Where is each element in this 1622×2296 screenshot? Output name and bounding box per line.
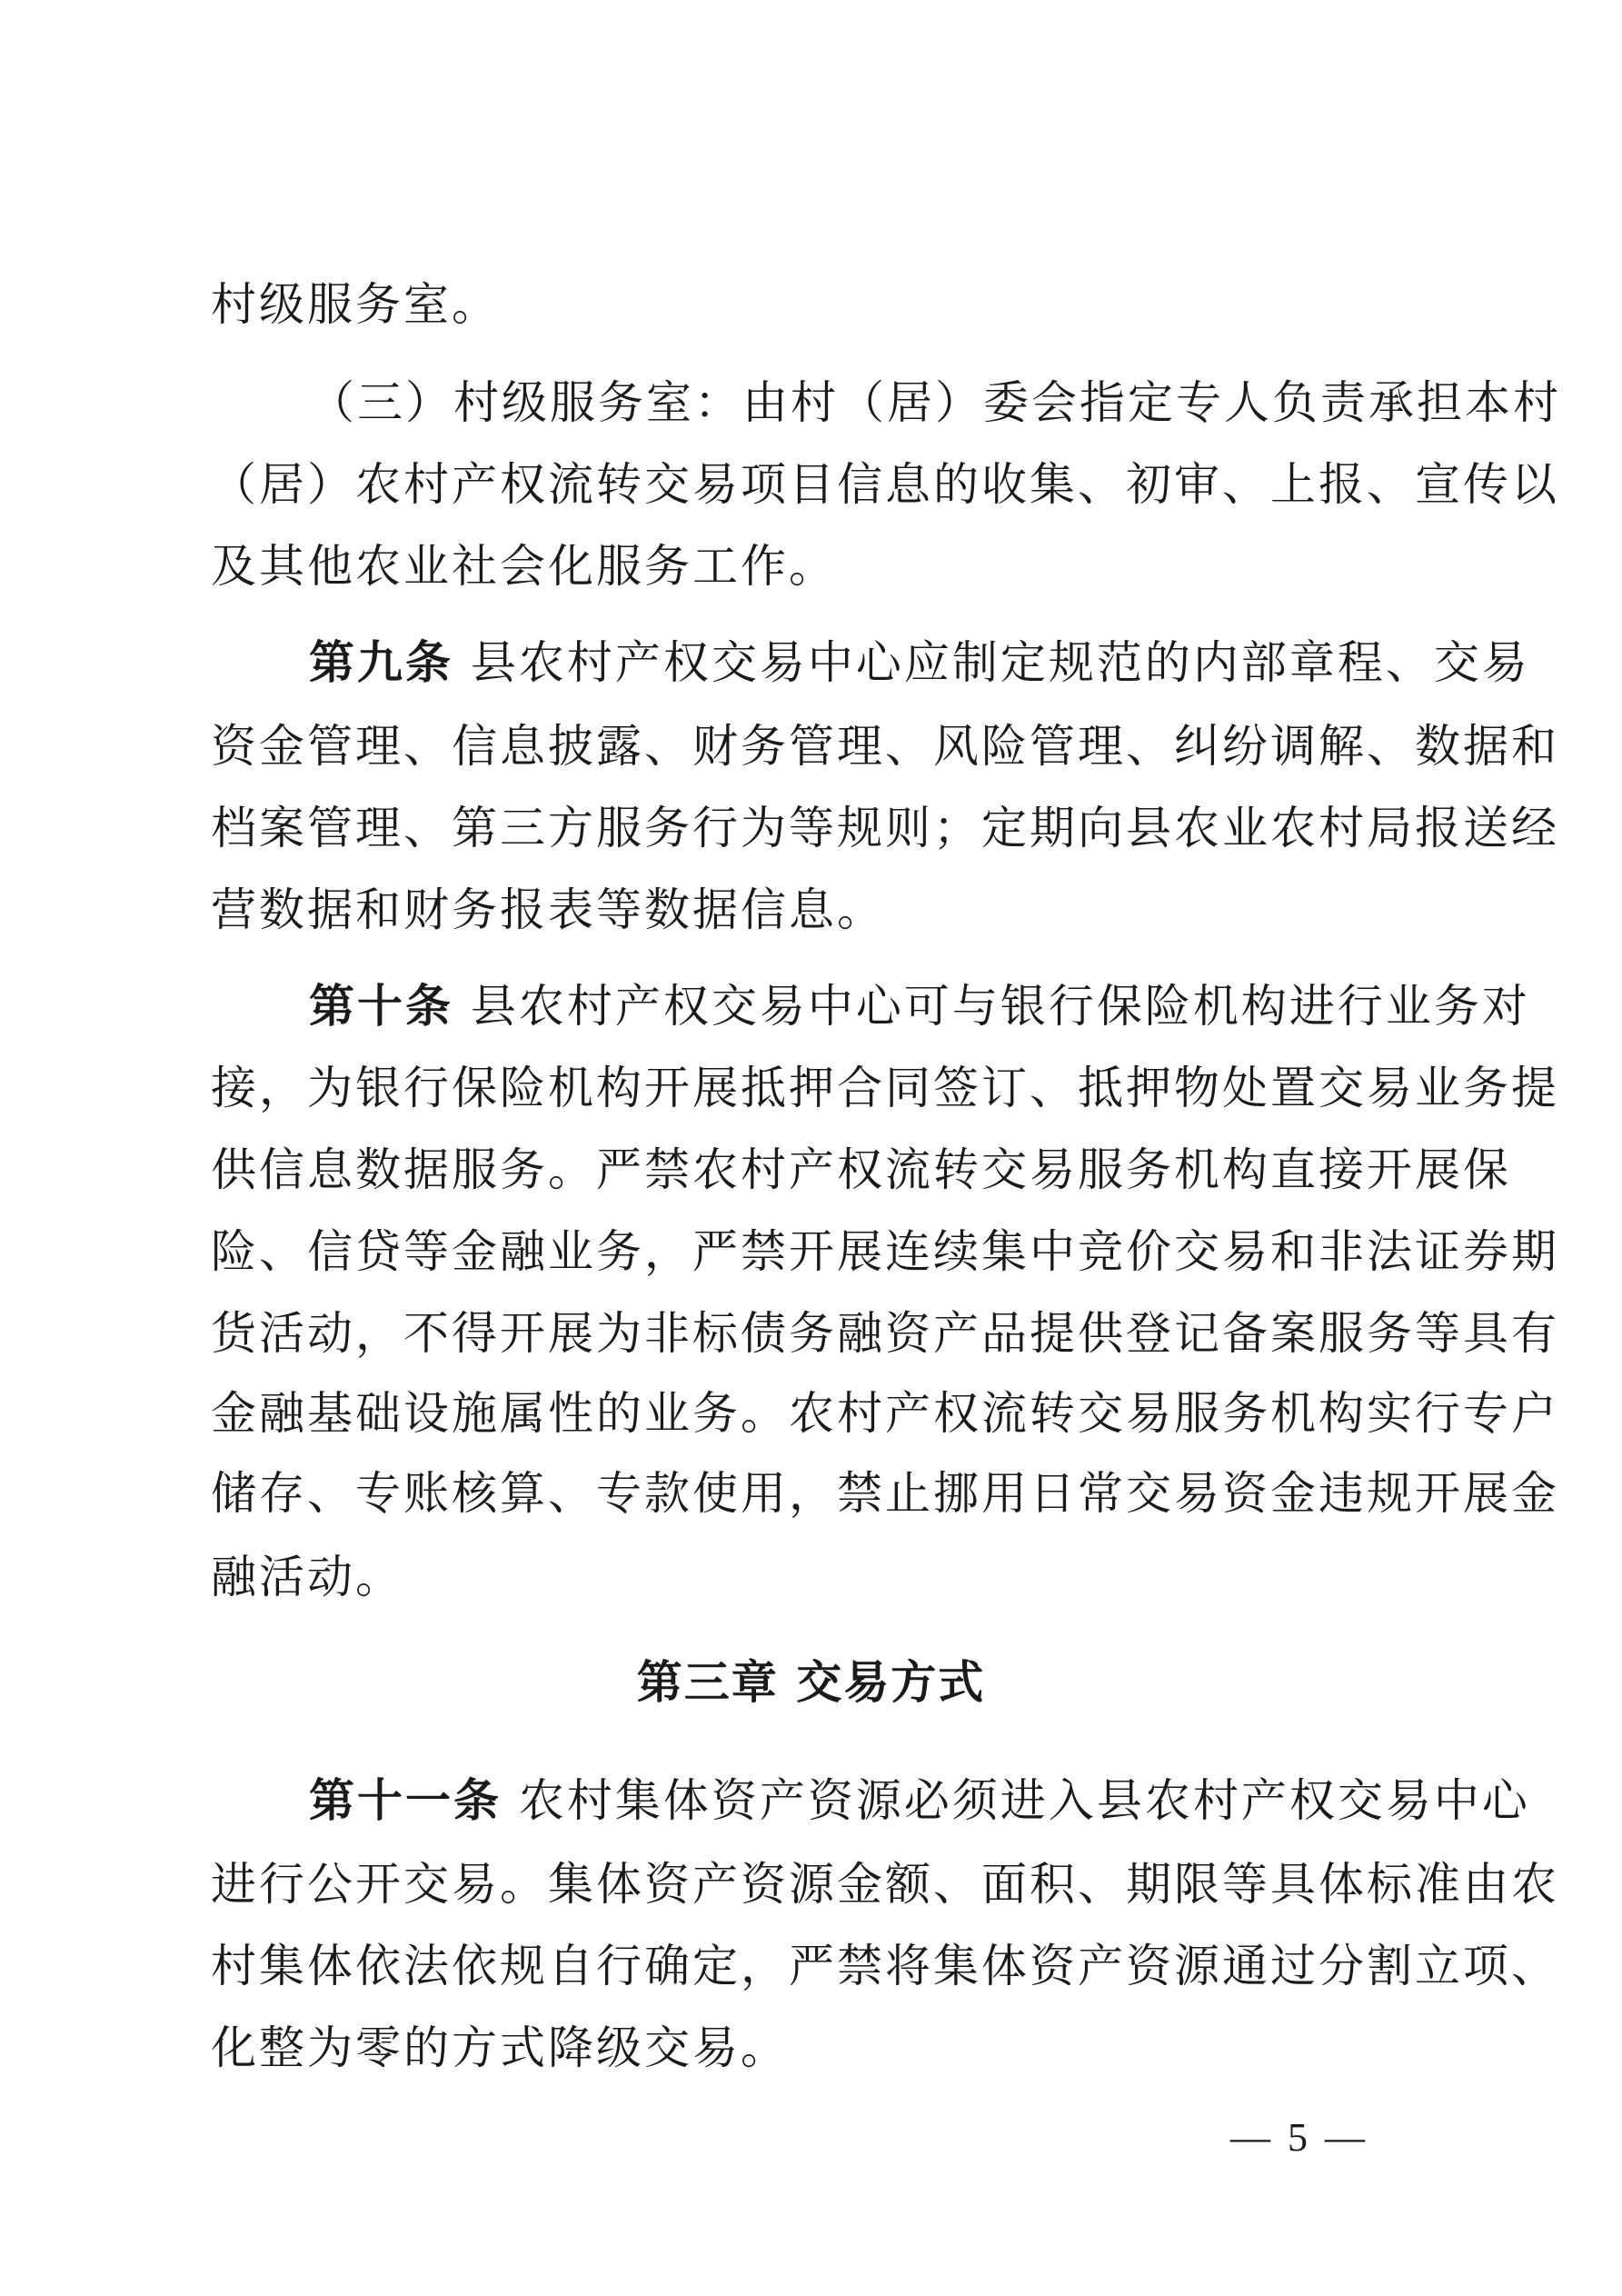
article10-line-6: 金融基础设施属性的业务。农村产权流转交易服务机构实行专户 [211, 1387, 1559, 1440]
item3-line-1: （三）村级服务室：由村（居）委会指定专人负责承担本村 [309, 376, 1561, 429]
continuation-line: 村级服务室。 [211, 278, 500, 331]
item3-line-2: （居）农村产权流转交易项目信息的收集、初审、上报、宣传以 [211, 458, 1559, 511]
article10-line-8: 融活动。 [211, 1551, 403, 1603]
item3-line-3: 及其他农业社会化服务工作。 [211, 540, 837, 593]
article11-heading: 第十一条 [309, 1774, 502, 1827]
article9-line-3: 档案管理、第三方服务行为等规则；定期向县农业农村局报送经 [211, 802, 1559, 854]
article9-line-1-text: 县农村产权交易中心应制定规范的内部章程、交易 [470, 636, 1530, 689]
article10-line-5: 货活动，不得开展为非标债务融资产品提供登记备案服务等具有 [211, 1307, 1559, 1360]
article11-line-1-text: 农村集体资产资源必须进入县农村产权交易中心 [518, 1774, 1530, 1827]
article10-line-1 [309, 974, 1530, 1038]
article10-line-7: 储存、专账核算、专款使用，禁止挪用日常交易资金违规开展金 [211, 1467, 1559, 1520]
article9-line-4: 营数据和财务报表等数据信息。 [211, 883, 885, 936]
article9-heading: 第九条 [309, 636, 453, 689]
article9-line-1 [309, 631, 1530, 694]
article10-line-1-text: 县农村产权交易中心可与银行保险机构进行业务对 [470, 980, 1530, 1033]
article10-line-3: 供信息数据服务。严禁农村产权流转交易服务机构直接开展保 [211, 1143, 1511, 1196]
article11-line-2: 进行公开交易。集体资产资源金额、面积、期限等具体标准由农 [211, 1858, 1559, 1911]
article11-line-3: 村集体依法依规自行确定，严禁将集体资产资源通过分割立项、 [211, 1940, 1559, 1992]
page-number: — 5 — [1230, 2115, 1368, 2160]
article9-line-2: 资金管理、信息披露、财务管理、风险管理、纠纷调解、数据和 [211, 720, 1559, 773]
article11-line-4: 化整为零的方式降级交易。 [211, 2021, 789, 2074]
article10-line-2: 接，为银行保险机构开展抵押合同签订、抵押物处置交易业务提 [211, 1062, 1559, 1114]
article11-line-1 [309, 1769, 1530, 1832]
article10-heading: 第十条 [309, 980, 453, 1033]
article10-line-4: 险、信贷等金融业务，严禁开展连续集中竞价交易和非法证券期 [211, 1225, 1559, 1278]
chapter-heading: 第三章 交易方式 [636, 1656, 986, 1709]
